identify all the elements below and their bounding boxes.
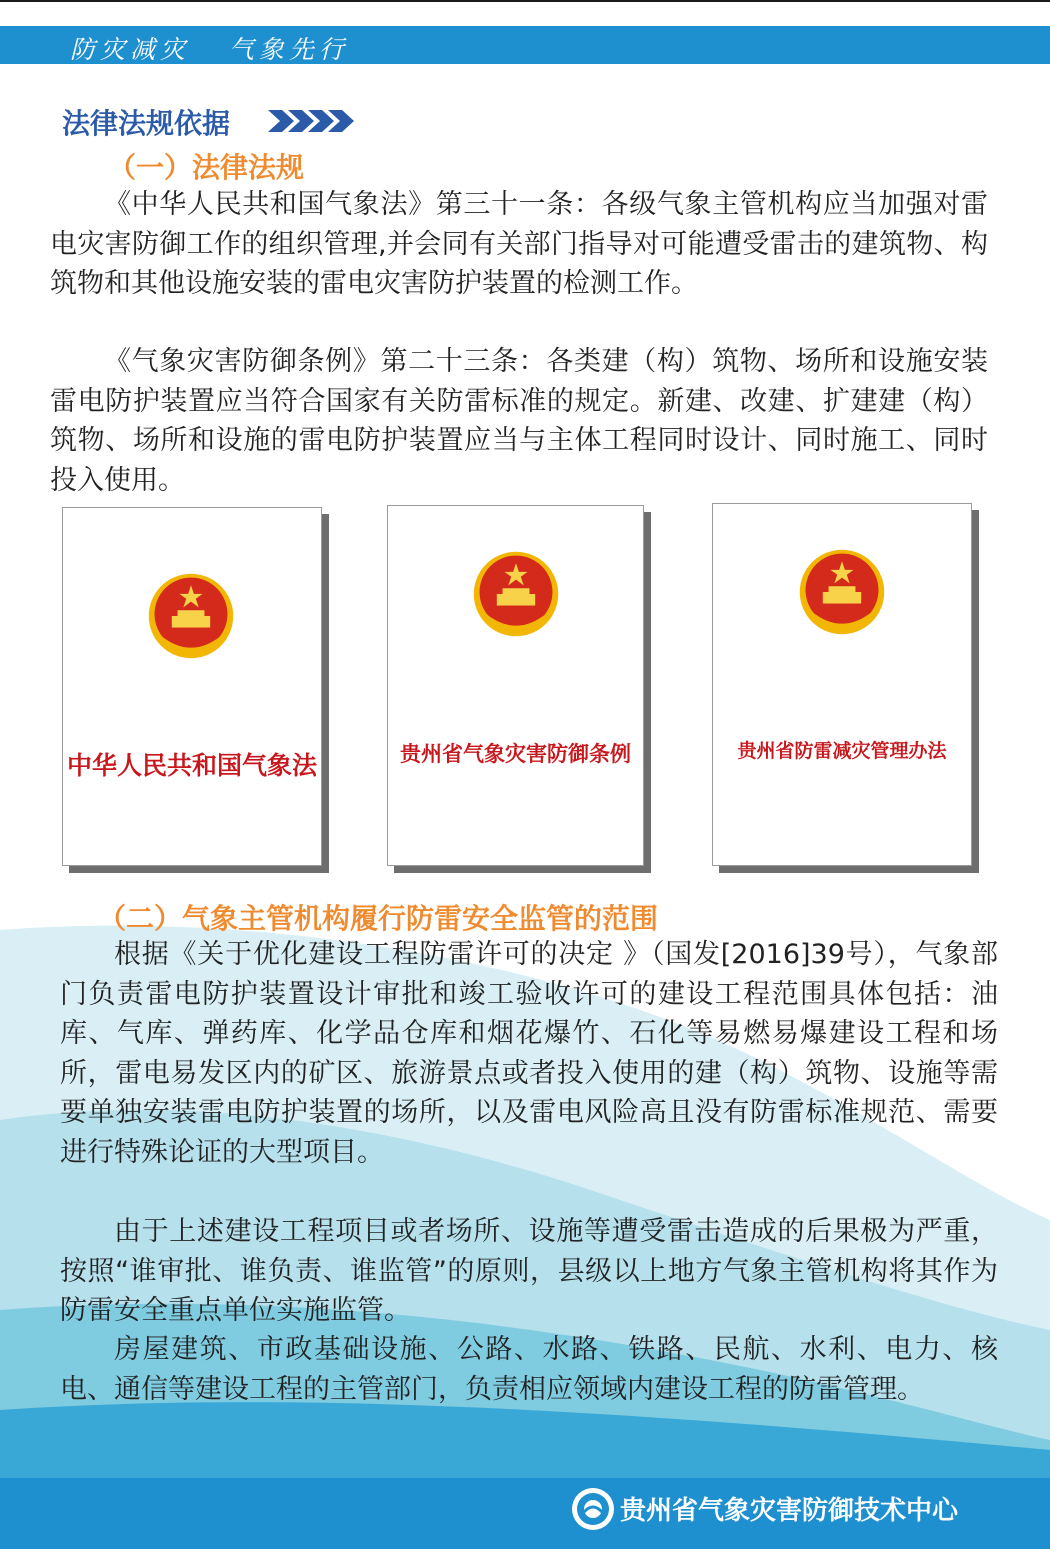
document-cover-1: [62, 507, 322, 866]
part2-title: （二）气象主管机构履行防雷安全监管的范围: [98, 902, 659, 935]
national-emblem-icon: [468, 546, 564, 642]
document-cover-2: [387, 505, 644, 866]
meteorological-logo-icon: [570, 1486, 616, 1532]
header-slogan: 防灾减灾 气象先行: [70, 35, 349, 64]
part2-paragraph-2: 由于上述建设工程项目或者场所、设施等遭受雷击造成的后果极为严重，按照“谁审批、谁负责、谁监管”的原则，县级以上地方气象主管机构将其作为防雷安全重点单位实施监管。: [60, 1216, 998, 1326]
chevrons-icon: [268, 108, 358, 134]
document-cover-3: [712, 503, 972, 866]
document-title-3: 贵州省防雷减灾管理办法: [737, 740, 947, 762]
national-emblem-icon: [794, 544, 890, 640]
top-rule: [0, 0, 1050, 2]
footer-organization: 贵州省气象灾害防御技术中心: [620, 1496, 959, 1526]
part1-paragraph-2: 《气象灾害防御条例》第二十三条：各类建（构）筑物、场所和设施安装雷电防护装置应当符合国家有关防雷标准的规定。新建、改建、扩建建（构）筑物、场所和设施的雷电防护装置应当与主体工程同时设计、同时施工、同时投入使用。: [50, 346, 988, 496]
part2-paragraph-1: 根据《关于优化建设工程防雷许可的决定 》（国发[2016]39号），气象部门负责雷电防护装置设计审批和竣工验收许可的建设工程范围具体包括：油库、气库、弹药库、化学品仓库和烟花爆竹、石化等易燃易爆建设工程和场所，雷电易发区内的矿区、旅游景点或者投入使用的建（构）筑物、设施等需要单独安装雷电防护装置的场所，以及雷电风险高且没有防雷标准规范、需要进行特殊论证的大型项目。: [60, 939, 998, 1168]
national-emblem-icon: [143, 568, 239, 664]
part1-paragraph-1: 《中华人民共和国气象法》第三十一条：各级气象主管机构应当加强对雷电灾害防御工作的组织管理,并会同有关部门指导对可能遭受雷击的建筑物、构筑物和其他设施安装的雷电灾害防护装置的检测工作。: [50, 189, 988, 299]
part1-title: （一）法律法规: [108, 151, 305, 184]
part2-paragraph-3: 房屋建筑、市政基础设施、公路、水路、铁路、民航、水利、电力、核电、通信等建设工程的主管部门，负责相应领域内建设工程的防雷管理。: [60, 1334, 998, 1405]
section-title: 法律法规依据: [62, 107, 231, 140]
document-title-2: 贵州省气象灾害防御条例: [400, 741, 631, 766]
document-title-1: 中华人民共和国气象法: [66, 751, 317, 780]
